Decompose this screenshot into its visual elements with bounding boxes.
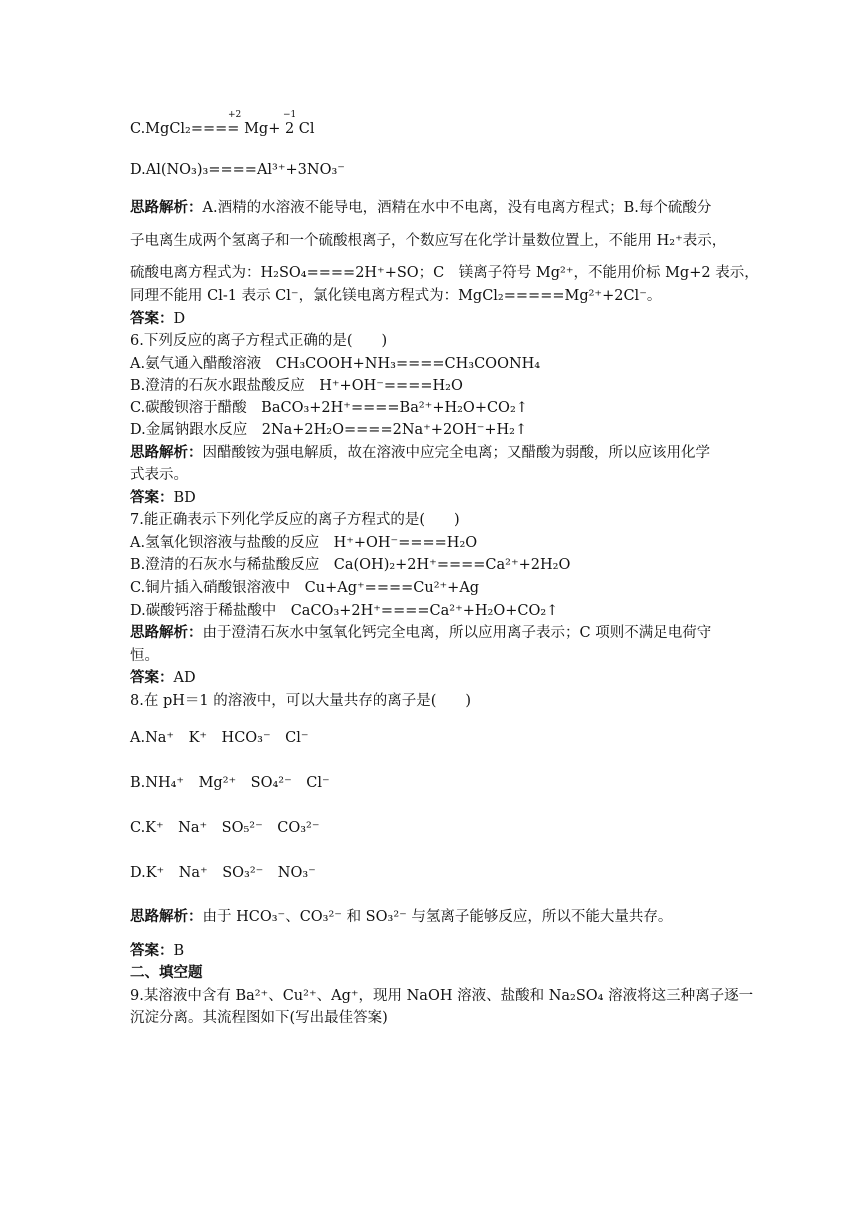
question-8-option-a: A.Na⁺ K⁺ HCO₃⁻ Cl⁻	[130, 730, 309, 746]
analysis-label: 思路解析：	[130, 908, 203, 925]
question-6-option-a: A.氨气通入醋酸溶液 CH₃COOH+NH₃====CH₃COONH₄	[130, 356, 541, 372]
analysis-text: A.酒精的水溶液不能导电，酒精在水中不电离，没有电离方程式；B.每个硫酸分	[202, 200, 712, 216]
question-6-option-d: D.金属钠跟水反应 2Na+2H₂O====2Na⁺+2OH⁻+H₂↑	[130, 422, 528, 438]
answer-5	[130, 308, 740, 330]
answer-label: 答案：	[130, 310, 174, 327]
question-7-option-a: A.氢氧化钡溶液与盐酸的反应 H⁺+OH⁻====H₂O	[130, 535, 478, 551]
section-heading: 二、填空题	[130, 964, 203, 981]
answer-7	[130, 667, 740, 689]
question-8-option-b: B.NH₄⁺ Mg²⁺ SO₄²⁻ Cl⁻	[130, 775, 330, 791]
analysis-text: 由于 HCO₃⁻、CO₃²⁻ 和 SO₃²⁻ 与氢离子能够反应，所以不能大量共存。	[202, 909, 673, 925]
analysis-6-line-1	[130, 442, 740, 464]
analysis-8-line-1	[130, 906, 740, 928]
analysis-text: 因醋酸铵为强电解质，故在溶液中应完全电离；又醋酸为弱酸，所以应该用化学	[202, 445, 710, 461]
option-d-alno3: D.Al(NO₃)₃====Al³⁺+3NO₃⁻	[130, 162, 345, 178]
analysis-label: 思路解析：	[130, 199, 203, 216]
question-8: 8.在 pH＝1 的溶液中，可以大量共存的离子是( )	[130, 693, 472, 709]
answer-label: 答案：	[130, 489, 174, 506]
question-7-option-c: C.铜片插入硝酸银溶液中 Cu+Ag⁺====Cu²⁺+Ag	[130, 580, 480, 596]
analysis-7-line-1	[130, 622, 740, 644]
analysis-label: 思路解析：	[130, 444, 203, 461]
analysis-label: 思路解析：	[130, 624, 203, 641]
analysis-5-line-3: 硫酸电离方程式为：H₂SO₄====2H⁺+SO；C 镁离子符号 Mg²⁺，不能用价标 Mg+2 表示，	[130, 265, 759, 281]
question-8-option-d: D.K⁺ Na⁺ SO₃²⁻ NO₃⁻	[130, 865, 316, 881]
question-8-option-c: C.K⁺ Na⁺ SO₅²⁻ CO₃²⁻	[130, 820, 320, 836]
answer-label: 答案：	[130, 669, 174, 686]
question-6-option-c: C.碳酸钡溶于醋酸 BaCO₃+2H⁺====Ba²⁺+H₂O+CO₂↑	[130, 400, 528, 416]
analysis-7-line-2: 恒。	[130, 648, 159, 664]
answer-label: 答案：	[130, 942, 174, 959]
answer-value: BD	[173, 490, 196, 506]
question-7: 7.能正确表示下列化学反应的离子方程式的是( )	[130, 512, 460, 528]
mg-valence: +2	[228, 110, 242, 120]
question-6-option-b: B.澄清的石灰水跟盐酸反应 H⁺+OH⁻====H₂O	[130, 378, 463, 394]
question-7-option-b: B.澄清的石灰水与稀盐酸反应 Ca(OH)₂+2H⁺====Ca²⁺+2H₂O	[130, 557, 571, 573]
analysis-6-line-2: 式表示。	[130, 467, 188, 483]
question-7-option-d: D.碳酸钙溶于稀盐酸中 CaCO₃+2H⁺====Ca²⁺+H₂O+CO₂↑	[130, 603, 559, 619]
cl-valence: −1	[283, 110, 297, 120]
analysis-5-line-4: 同理不能用 Cl-1 表示 Cl⁻，氯化镁电离方程式为：MgCl₂=====Mg²⁺+2Cl⁻。	[130, 288, 662, 304]
question-6: 6.下列反应的离子方程式正确的是( )	[130, 333, 388, 349]
answer-value: B	[173, 943, 185, 959]
analysis-5-line-2: 子电离生成两个氢离子和一个硫酸根离子，个数应写在化学计量数位置上，不能用 H₂⁺表示，	[130, 233, 727, 249]
question-9-line-1: 9.某溶液中含有 Ba²⁺、Cu²⁺、Ag⁺，现用 NaOH 溶液、盐酸和 Na₂SO₄ 溶液将这三种离子逐一	[130, 988, 754, 1004]
question-9-line-2: 沉淀分离。其流程图如下(写出最佳答案)	[130, 1010, 388, 1026]
answer-8	[130, 940, 740, 962]
option-c-mgcl2: C.MgCl₂==== Mg+ 2 Cl	[130, 121, 315, 137]
answer-6	[130, 487, 740, 509]
answer-value: AD	[173, 670, 196, 686]
analysis-text: 由于澄清石灰水中氢氧化钙完全电离，所以应用离子表示；C 项则不满足电荷守	[202, 625, 712, 641]
analysis-5-line-1	[130, 197, 740, 219]
answer-value: D	[173, 311, 186, 327]
